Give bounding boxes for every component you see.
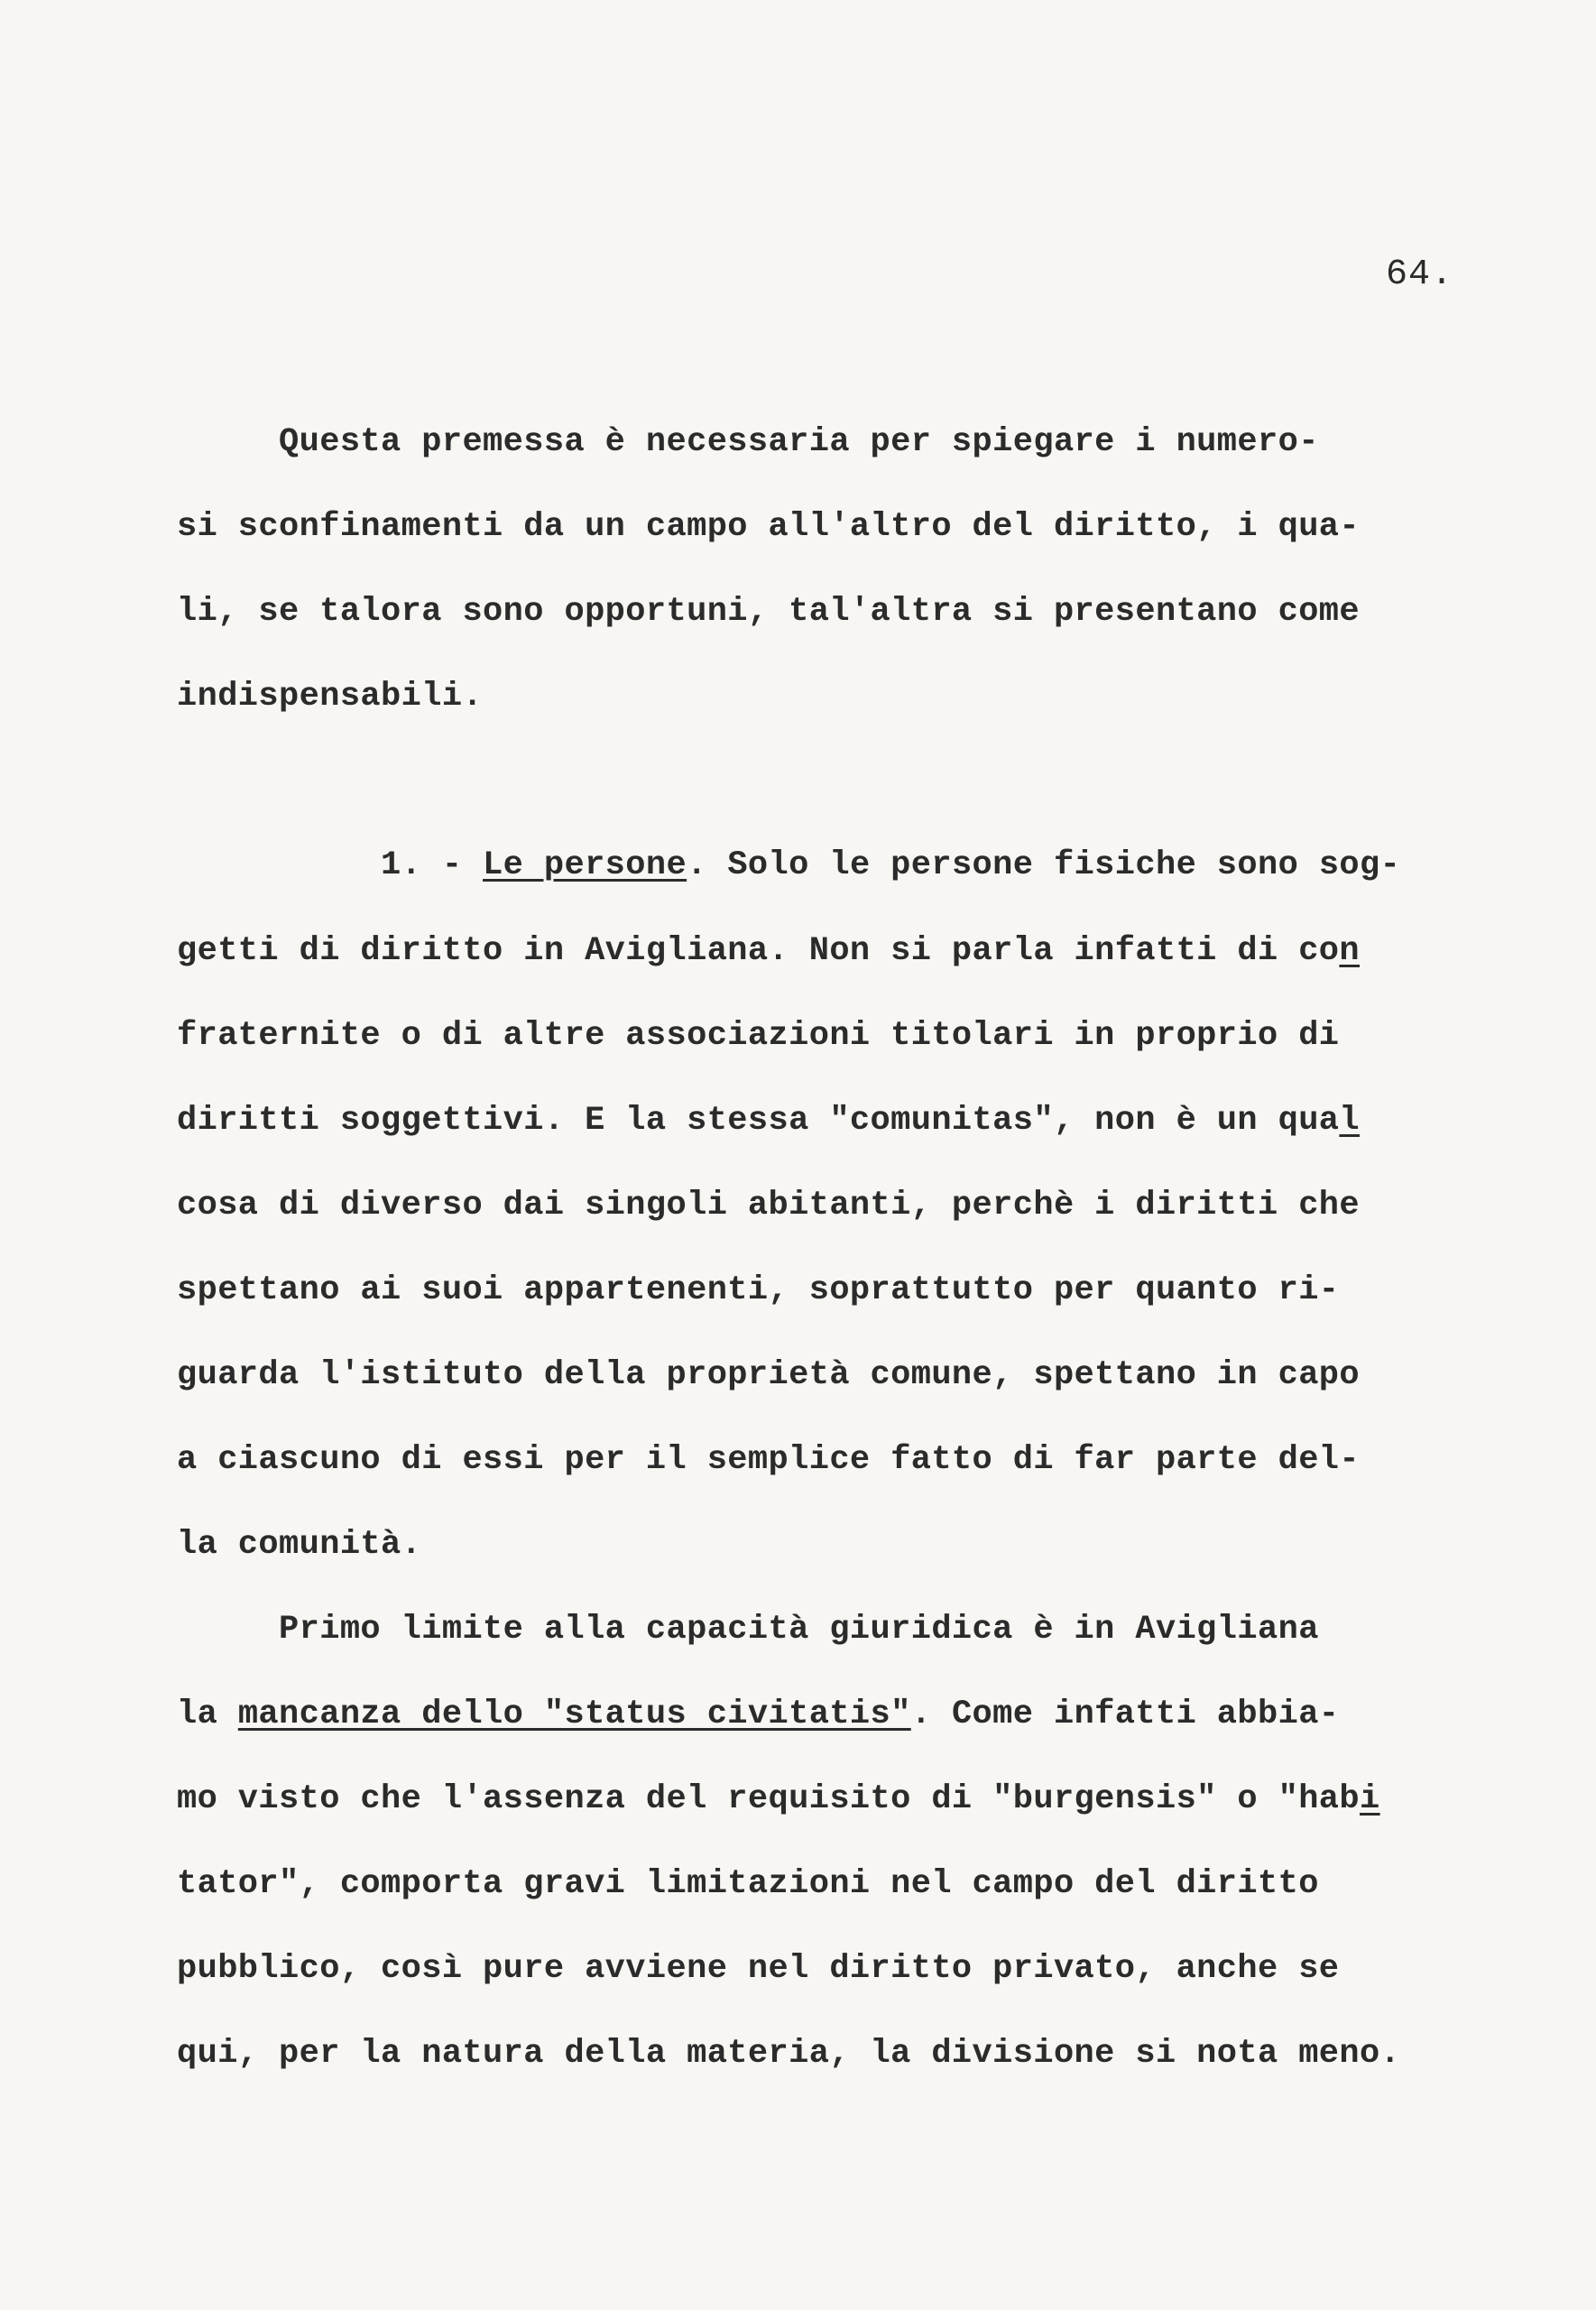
underlined-phrase: mancanza dello "status civitatis" [237,1696,911,1733]
section-title: Le persone [483,846,687,884]
text-line: cosa di diverso dai singoli abitanti, perchè i diritti che [177,1187,1361,1224]
text-line: pubblico, così pure avviene nel diritto privato, anche se [177,1950,1340,1988]
text-line: a ciascuno di essi per il semplice fatto di far parte del- [177,1441,1361,1479]
text-line: la comunità. [177,1526,422,1564]
text-line: Primo limite alla capacità giuridica è in Avigliana [177,1611,1319,1649]
text-line: tator", comporta gravi limitazioni nel campo del diritto [177,1865,1319,1903]
text-line: diritti soggettivi. E la stessa "comunitas", non è un qual [177,1102,1361,1140]
text-line: guarda l'istituto della proprietà comune, spettano in capo [177,1356,1361,1394]
page-number: 64. [1386,254,1454,295]
text-line: qui, per la natura della materia, la divisione si nota meno. [177,2035,1401,2073]
text-line: si sconfinamenti da un campo all'altro del diritto, i qua- [177,508,1361,546]
text-line: li, se talora sono opportuni, tal'altra si presentano come [177,593,1361,631]
section-heading-line: 1. - Le persone. Solo le persone fisiche sono sog- [177,846,1401,884]
text-line: indispensabili. [177,678,484,716]
text-line: mo visto che l'assenza del requisito di "burgensis" o "habi [177,1780,1380,1818]
text-line: Questa premessa è necessaria per spiegare i numero- [177,423,1319,461]
text-line: spettano ai suoi appartenenti, soprattutto per quanto ri- [177,1271,1340,1309]
text-line: fraternite o di altre associazioni titolari in proprio di [177,1017,1340,1055]
text-line: la mancanza dello "status civitatis". Come infatti abbia- [177,1696,1340,1733]
text-line: getti di diritto in Avigliana. Non si parla infatti di con [177,932,1361,970]
